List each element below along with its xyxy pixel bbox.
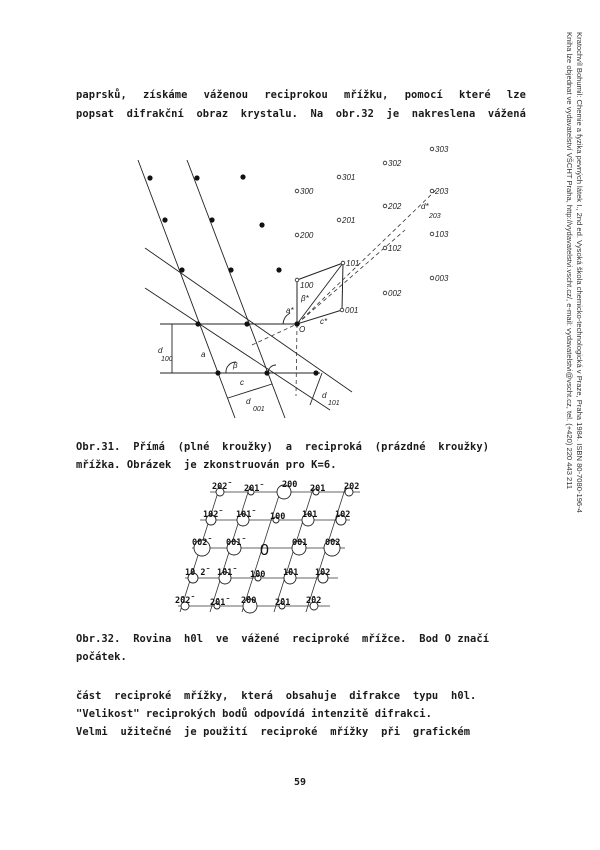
label-301: 301 <box>342 173 356 182</box>
citation-line-2: Kniha lze objednat ve vydavatelství VŠCHT Praha, http://vydavatelstvi.vscht.cz/, e-mail: vydavatelstvi@vscht.cz, tel. (+420) 220 443 211 <box>565 32 574 490</box>
body-text-line-5: Velmi užitečné je použití reciproké mřížky při grafickém <box>76 726 471 738</box>
fig32-label-r5-4: 2̄02 <box>306 596 322 606</box>
label-beta: β <box>233 361 238 370</box>
label-303: 303 <box>435 145 449 154</box>
label-a-star: a* <box>286 306 294 315</box>
label-a: a <box>201 350 206 359</box>
fig32-label-r5-0: 2̄02̄ <box>175 596 191 606</box>
label-302: 302 <box>388 159 402 168</box>
fig32-label-r4-3: 1̄01 <box>283 568 299 578</box>
fig32-label-r2-0: 102̄ <box>203 510 219 520</box>
figure-32-caption-line-2: počátek. <box>76 651 127 663</box>
lattice-line <box>138 160 235 418</box>
figure-31-caption-line-2: mřížka. Obrázek je zkonstruován pro K=6. <box>76 459 337 471</box>
fig32-label-r1-1: 201̄ <box>244 484 260 494</box>
label-102: 102 <box>388 244 402 253</box>
page-number: 59 <box>293 777 307 788</box>
fig32-label-r2-3: 101 <box>302 510 318 520</box>
fig32-label-r2-2: 100 <box>270 512 286 522</box>
label-d-star: d* <box>421 202 429 211</box>
figure-31-diagram <box>0 130 600 430</box>
label-201: 201 <box>342 216 356 225</box>
label-202: 202 <box>388 202 402 211</box>
label-203: 203 <box>435 187 449 196</box>
fig32-label-r5-1: 2̄01̄ <box>210 598 226 608</box>
fig32-label-r5-3: 2̄01 <box>275 598 291 608</box>
label-d101-sub: 101 <box>328 400 340 407</box>
fig32-label-r4-1: 1̄01̄ <box>217 568 233 578</box>
label-200: 200 <box>300 231 314 240</box>
label-002: 002 <box>388 289 402 298</box>
label-d001-sub: 001 <box>253 406 265 413</box>
fig32-label-r1-0: 202̄ <box>212 482 228 492</box>
body-text-line-2: popsat difrakční obraz krystalu. Na obr.32 je nakreslena vážená <box>76 108 526 120</box>
figure-31-caption-line-1: Obr.31. Přímá (plné kroužky) a reciproká (prázdné kroužky) <box>76 441 490 453</box>
label-300: 300 <box>300 187 314 196</box>
direct-lattice-point <box>147 175 152 180</box>
fig32-label-r1-3: 201 <box>310 484 326 494</box>
fig32-label-r3-4: 002 <box>325 538 341 548</box>
fig32-label-r4-2: 1̄00 <box>250 570 266 580</box>
fig32-origin: 0 <box>260 542 269 559</box>
lattice-line <box>145 288 330 410</box>
d101-bracket <box>310 373 322 405</box>
label-d001: d <box>246 397 251 406</box>
body-text-line-3: část reciproké mřížky, která obsahuje difrakce typu h0l. <box>76 690 477 702</box>
label-100: 100 <box>300 281 314 290</box>
dashed-line <box>296 324 297 396</box>
fig32-label-r2-1: 101̄ <box>236 510 252 520</box>
fig32-label-r3-0: 002̄ <box>192 538 208 548</box>
label-d-star-sub: 203 <box>429 213 441 220</box>
label-d100: d <box>158 346 163 355</box>
label-001: 001 <box>345 306 359 315</box>
fig32-label-r5-2: 2̄00 <box>241 596 257 606</box>
d001-bracket <box>228 384 272 398</box>
fig32-label-r1-4: 202 <box>344 482 360 492</box>
fig32-label-r4-0: 1̄0 2̄ <box>185 568 206 578</box>
label-101: 101 <box>346 259 360 268</box>
label-003: 003 <box>435 274 449 283</box>
fig32-label-r3-1: 001̄ <box>226 538 242 548</box>
body-text-line-1: paprsků, získáme váženou reciprokou mřížku, pomocí které lze <box>76 89 526 101</box>
label-103: 103 <box>435 230 449 239</box>
fig32-label-r3-3: 001 <box>292 538 308 548</box>
fig32-label-r1-2: 200 <box>282 480 298 490</box>
fig32-label-r2-4: 102 <box>335 510 351 520</box>
lattice-line <box>187 160 285 418</box>
fig32-label-r4-4: 1̄02 <box>315 568 331 578</box>
label-c-star: c* <box>320 317 328 326</box>
figure-32-diagram <box>0 478 600 628</box>
label-beta-star: β* <box>301 294 309 303</box>
label-c: c <box>240 378 244 387</box>
citation-line-1: Kratochvíl Bohumil: Chemie a fyzika pevných látek I., 2nd ed. Vysoká škola chemicko-technologická v Praze, Praha 1984. ISBN 80-7080-196-4 <box>575 32 584 513</box>
figure-32-caption-line-1: Obr.32. Rovina h0l ve vážené reciproké mřížce. Bod O značí <box>76 633 490 645</box>
label-d101: d <box>322 391 327 400</box>
label-d100-sub: 100 <box>161 356 173 363</box>
body-text-line-4: "Velikost" reciprokých bodů odpovídá intenzitě difrakci. <box>76 708 432 720</box>
label-origin: O <box>299 325 306 334</box>
d-star-203-line <box>297 190 436 324</box>
